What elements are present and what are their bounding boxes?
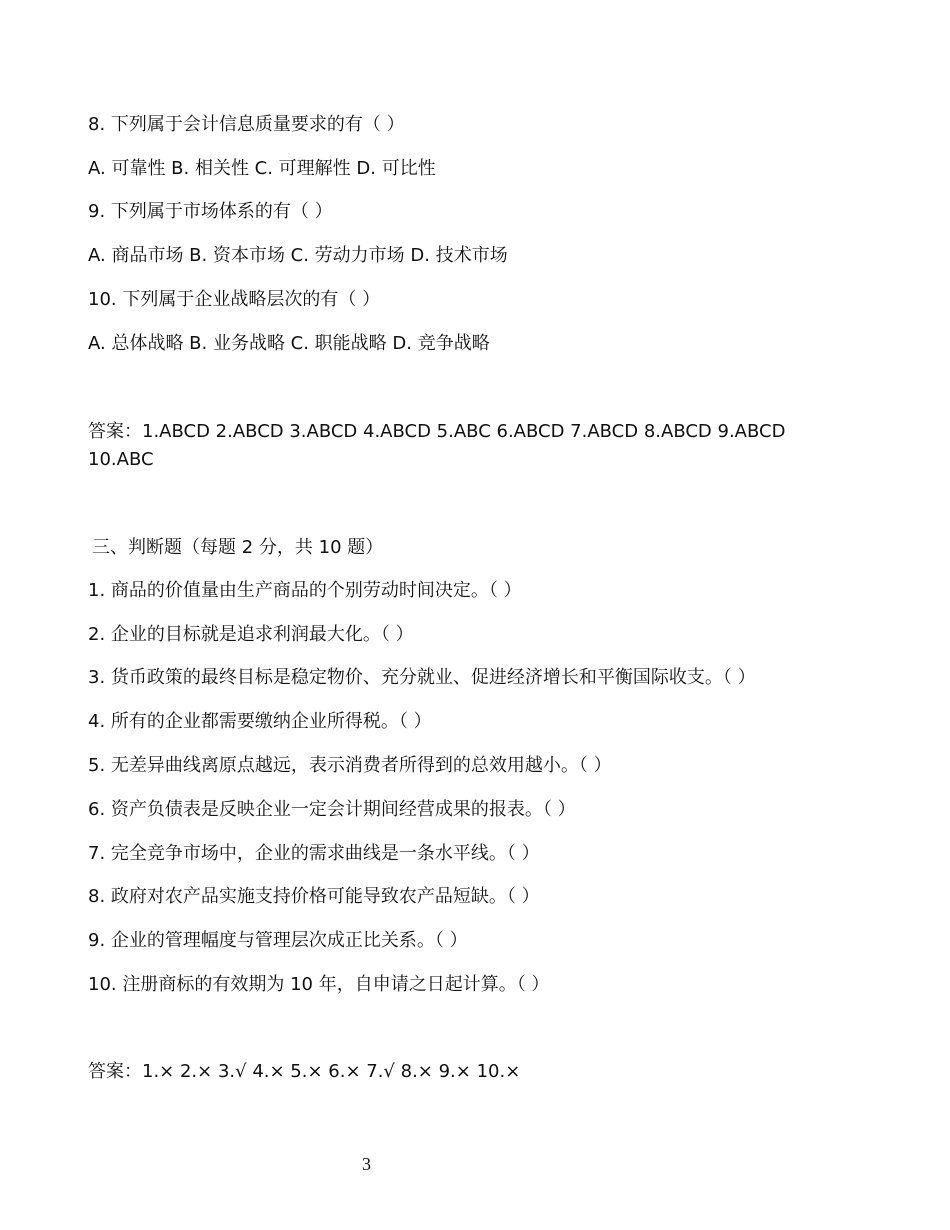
tf-question-2: 2. 企业的目标就是追求利润最大化。（ ）: [88, 624, 414, 645]
true-false-answer-key: 答案：1.× 2.× 3.√ 4.× 5.× 6.× 7.√ 8.× 9.× 10.×: [88, 1061, 521, 1082]
tf-question-4: 4. 所有的企业都需要缴纳企业所得税。（ ）: [88, 711, 432, 732]
tf-question-7: 7. 完全竞争市场中，企业的需求曲线是一条水平线。（ ）: [88, 843, 540, 864]
question-8-options: A. 可靠性 B. 相关性 C. 可理解性 D. 可比性: [88, 158, 436, 179]
tf-question-8: 8. 政府对农产品实施支持价格可能导致农产品短缺。（ ）: [88, 886, 540, 907]
tf-question-10: 10. 注册商标的有效期为 10 年，自申请之日起计算。（ ）: [88, 974, 550, 995]
tf-question-3: 3. 货币政策的最终目标是稳定物价、充分就业、促进经济增长和平衡国际收支。（ ）: [88, 667, 756, 688]
tf-question-9: 9. 企业的管理幅度与管理层次成正比关系。（ ）: [88, 930, 468, 951]
question-10-options: A. 总体战略 B. 业务战略 C. 职能战略 D. 竞争战略: [88, 333, 490, 354]
question-9: 9. 下列属于市场体系的有（ ）: [88, 201, 333, 222]
question-10: 10. 下列属于企业战略层次的有（ ）: [88, 289, 381, 310]
page-number: 3: [362, 1154, 371, 1174]
question-9-options: A. 商品市场 B. 资本市场 C. 劳动力市场 D. 技术市场: [88, 245, 508, 266]
tf-question-1: 1. 商品的价值量由生产商品的个别劳动时间决定。（ ）: [88, 580, 522, 601]
multiple-choice-answer-key: 答案：1.ABCD 2.ABCD 3.ABCD 4.ABCD 5.ABC 6.ABCD 7.ABCD 8.ABCD 9.ABCD 10.ABC: [88, 421, 786, 470]
true-false-section-title: 三、判断题（每题 2 分，共 10 题）: [92, 537, 384, 558]
tf-question-6: 6. 资产负债表是反映企业一定会计期间经营成果的报表。（ ）: [88, 799, 576, 820]
question-8: 8. 下列属于会计信息质量要求的有（ ）: [88, 114, 405, 135]
tf-question-5: 5. 无差异曲线离原点越远，表示消费者所得到的总效用越小。（ ）: [88, 755, 612, 776]
